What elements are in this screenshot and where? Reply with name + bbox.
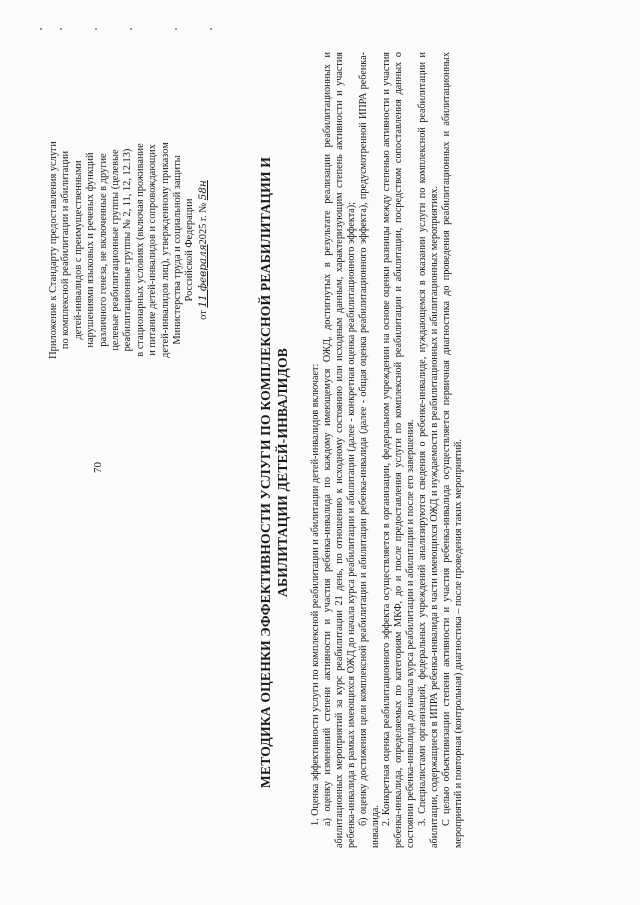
appendix-line: по комплексной реабилитации и абилитации <box>60 150 72 350</box>
date-handwritten: 11 февраля <box>196 244 209 308</box>
order-number-handwritten: 58н <box>196 180 209 201</box>
document-title <box>257 100 291 845</box>
appendix-line: Российской Федерации <box>184 198 196 302</box>
appendix-line: и питание детей-инвалидов и сопровождающих <box>147 144 159 356</box>
title-line-1: МЕТОДИКА ОЦЕНКИ ЭФФЕКТИВНОСТИ УСЛУГИ ПО КОМПЛЕКСНОЙ РЕАБИЛИТАЦИИ И <box>258 156 273 789</box>
page-number: 70 <box>92 462 104 473</box>
date-year: 2025 г. № <box>197 202 209 245</box>
document-body <box>310 52 465 848</box>
paragraph: С целью объективизации степени активности и участия ребенка-инвалида осуществляется первичная диагностика до проведения реабилитационных и абилитационных мероприятий и повторная (контрольная) диагностика – после проведения таких мероприятий. <box>440 52 464 848</box>
paragraph: 2. Конкретная оценка реабилитационного эффекта осуществляется в организации, федеральном учреждении на основе оценки разницы между степенью активности и участия ребенка-инвалида, определяемых по категориям МКФ, до и после предоставления услуги по комплексной реабилитации и абилитации, посредством сопоставления данных о состоянии ребенка-инвалида до начала курса реабилитации и абилитации и после его завершения. <box>381 52 417 848</box>
appendix-line: нарушениями языковых и речевых функций <box>85 152 97 348</box>
appendix-line: различного генеза, не включенные в другие <box>97 153 109 347</box>
appendix-line: целевые реабилитационные группы (целевые <box>110 149 122 351</box>
paragraph: 1. Оценка эффективности услуги по комплексной реабилитации и абилитации детей-инвалидов включает: <box>310 363 321 826</box>
appendix-line: детей-инвалидов лиц), утвержденному приказом <box>159 142 171 358</box>
appendix-line: Министерства труда и социальной защиты <box>172 155 184 345</box>
paragraph: а) оценку изменений степени активности и участия ребенка-инвалида по каждому имеющемуся ОЖД, достигнутых в результате реализации реабилитационных и абилитационных мероприятий за курс реабилитации 21 день, по отношению к исходному состоянию или исходным данным, характеризующим степень активности и участия ребенка-инвалида в рамках имеющихся ОЖД до начала курса реабилитации и абилитации (далее - конкретная оценка реабилитационного эффекта); <box>321 52 357 848</box>
title-line-2: АБИЛИТАЦИИ ДЕТЕЙ-ИНВАЛИДОВ <box>275 347 290 598</box>
appendix-line: реабилитационные группы № 2, 11, 12, 12.13) <box>122 148 134 352</box>
scan-edge-marks <box>0 28 640 30</box>
appendix-line: Приложение к Стандарту предоставления услуги <box>48 141 59 359</box>
appendix-line: в стационарных условиях (включая проживание <box>134 143 146 357</box>
appendix-line: детей-инвалидов с преимущественными <box>72 160 84 340</box>
paragraph: б) оценку достижения цели комплексной реабилитации и абилитации ребенка-инвалида (далее - общая оценка реабилитационного эффекта), предусмотренной ИПРА ребенка-инвалида. <box>357 52 381 848</box>
date-prefix: от <box>197 310 209 320</box>
appendix-block <box>48 100 210 400</box>
paragraph: 3. Специалистами организаций, федеральных учреждений анализируются сведения о ребенке-инвалиде, нуждающемся в оказании услуги по комплексной реабилитации и абилитации, содержащиеся в ИПРА ребенка-инвалида в части имеющихся ОЖД и нуждаемости в реабилитационных и абилитационных мероприятиях. <box>417 52 441 848</box>
appendix-date-line <box>197 100 210 400</box>
